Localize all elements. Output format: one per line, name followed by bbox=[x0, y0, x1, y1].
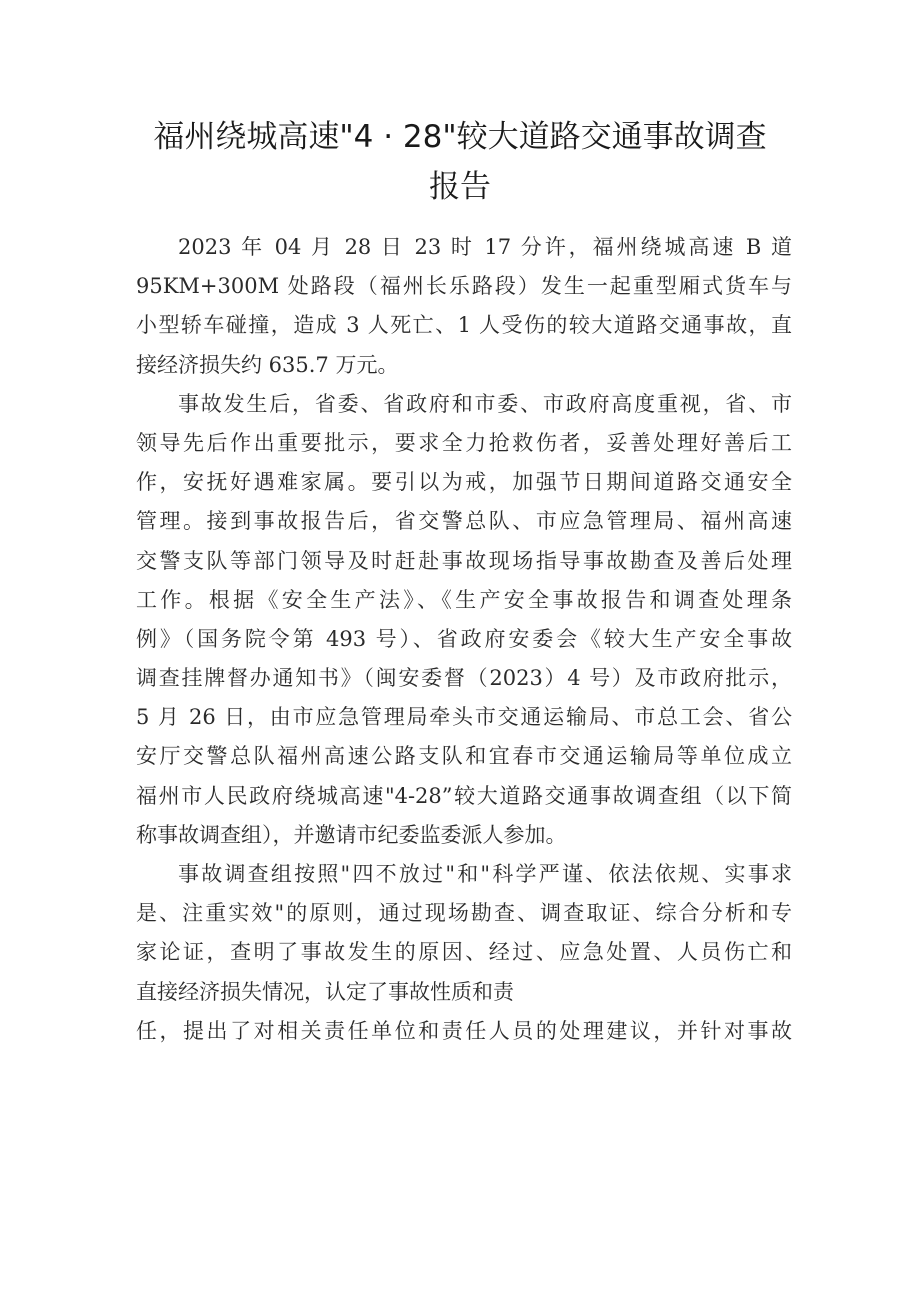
paragraph-2-line: 称事故调查组），并邀请市纪委监委派人参加。 bbox=[136, 822, 567, 847]
paragraph-3-line: 是、注重实效"的原则，通过现场勘查、调查取证、综合分析和专 bbox=[136, 901, 792, 926]
paragraph-1-line: 95KM+300M 处路段（福州长乐路段）发生一起重型厢式货车与 bbox=[136, 274, 792, 299]
paragraph-2-line: 作，安抚好遇难家属。要引以为戒，加强节日期间道路交通安全 bbox=[136, 470, 792, 495]
paragraph-1-line: 接经济损失约 635.7 万元。 bbox=[136, 352, 399, 377]
paragraph-3-line: 事故调查组按照"四不放过"和"科学严谨、依法依规、实事求 bbox=[178, 862, 792, 886]
paragraph-2-line: 交警支队等部门领导及时赶赴事故现场指导事故勘查及善后处理 bbox=[136, 548, 792, 573]
paragraph-3-line: 直接经济损失情况，认定了事故性质和责 bbox=[136, 979, 514, 1004]
paragraph-3-line: 家论证，查明了事故发生的原因、经过、应急处置、人员伤亡和 bbox=[136, 940, 792, 965]
paragraph-1-line: 小型轿车碰撞，造成 3 人死亡、1 人受伤的较大道路交通事故，直 bbox=[136, 313, 792, 338]
paragraph-2-line: 管理。接到事故报告后，省交警总队、市应急管理局、福州高速 bbox=[136, 509, 792, 534]
paragraph-2-line: 调查挂牌督办通知书》（闽安委督（2023）4 号）及市政府批示， bbox=[136, 666, 792, 691]
paragraph-2-line: 例》（国务院令第 493 号）、省政府安委会《较大生产安全事故 bbox=[136, 626, 792, 651]
paragraph-4-line: 任，提出了对相关责任单位和责任人员的处理建议，并针对事故 bbox=[136, 1018, 792, 1043]
paragraph-1-line: 2023 年 04 月 28 日 23 时 17 分许，福州绕城高速 B 道 bbox=[178, 235, 792, 259]
paragraph-2-line: 工作。根据《安全生产法》、《生产安全事故报告和调查处理条 bbox=[136, 587, 792, 612]
title-line-1: 福州绕城高速"4 · 28"较大道路交通事故调查 bbox=[153, 119, 767, 155]
paragraph-2-line: 事故发生后，省委、省政府和市委、市政府高度重视，省、市 bbox=[178, 391, 792, 416]
paragraph-2-line: 福州市人民政府绕城高速"4-28”较大道路交通事故调查组（以下简 bbox=[136, 783, 792, 808]
document-body bbox=[136, 228, 792, 1051]
title-line-2: 报告 bbox=[429, 169, 491, 205]
paragraph-2-line: 5 月 26 日，由市应急管理局牵头市交通运输局、市总工会、省公 bbox=[136, 705, 792, 730]
paragraph-2-line: 安厅交警总队福州高速公路支队和宜春市交通运输局等单位成立 bbox=[136, 744, 792, 769]
document-title bbox=[0, 112, 920, 212]
paragraph-2-line: 领导先后作出重要批示，要求全力抢救伤者，妥善处理好善后工 bbox=[136, 430, 792, 455]
